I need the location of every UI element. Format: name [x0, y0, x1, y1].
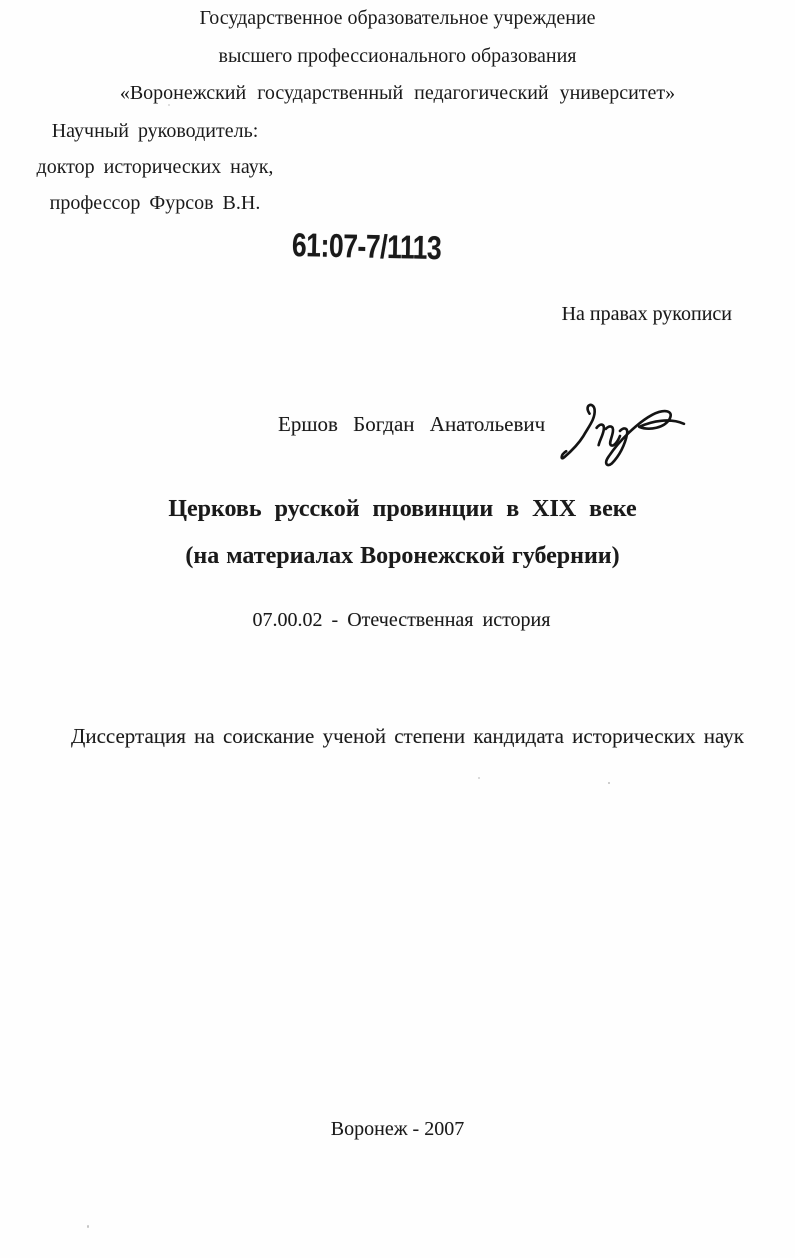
- supervisor-degree: доктор исторических наук,: [36, 155, 274, 178]
- scan-speck: [87, 1225, 89, 1228]
- scan-speck: [608, 782, 610, 784]
- supervisor-block: [0, 113, 310, 221]
- manuscript-rights-note: На правах рукописи: [561, 303, 732, 325]
- author-signature-handwriting: [556, 400, 688, 472]
- scan-speck: [478, 777, 480, 779]
- dissertation-title-line-2: (на материалах Воронежской губернии): [185, 543, 620, 569]
- supervisor-name: профессор Фурсов В.Н.: [49, 191, 261, 214]
- catalog-number-stamp: 61:07-7/1113: [291, 226, 442, 267]
- scan-speck: [168, 104, 170, 106]
- supervisor-heading: Научный руководитель:: [51, 119, 259, 142]
- author-name: Ершов Богдан Анатольевич: [278, 412, 546, 436]
- thesis-statement: Диссертация на соискание ученой степени кандидата исторических наук: [71, 724, 744, 748]
- institution-line-2: высшего профессионального образования: [218, 44, 577, 67]
- city-year-imprint: Воронеж - 2007: [330, 1118, 465, 1140]
- institution-block: [0, 0, 795, 113]
- dissertation-title-line-1: Церковь русской провинции в XIX веке: [168, 496, 637, 522]
- institution-line-3: «Воронежский государственный педагогический университет»: [119, 82, 676, 104]
- specialty-code: 07.00.02 - Отечественная история: [252, 609, 551, 631]
- institution-line-1: Государственное образовательное учреждение: [199, 7, 596, 29]
